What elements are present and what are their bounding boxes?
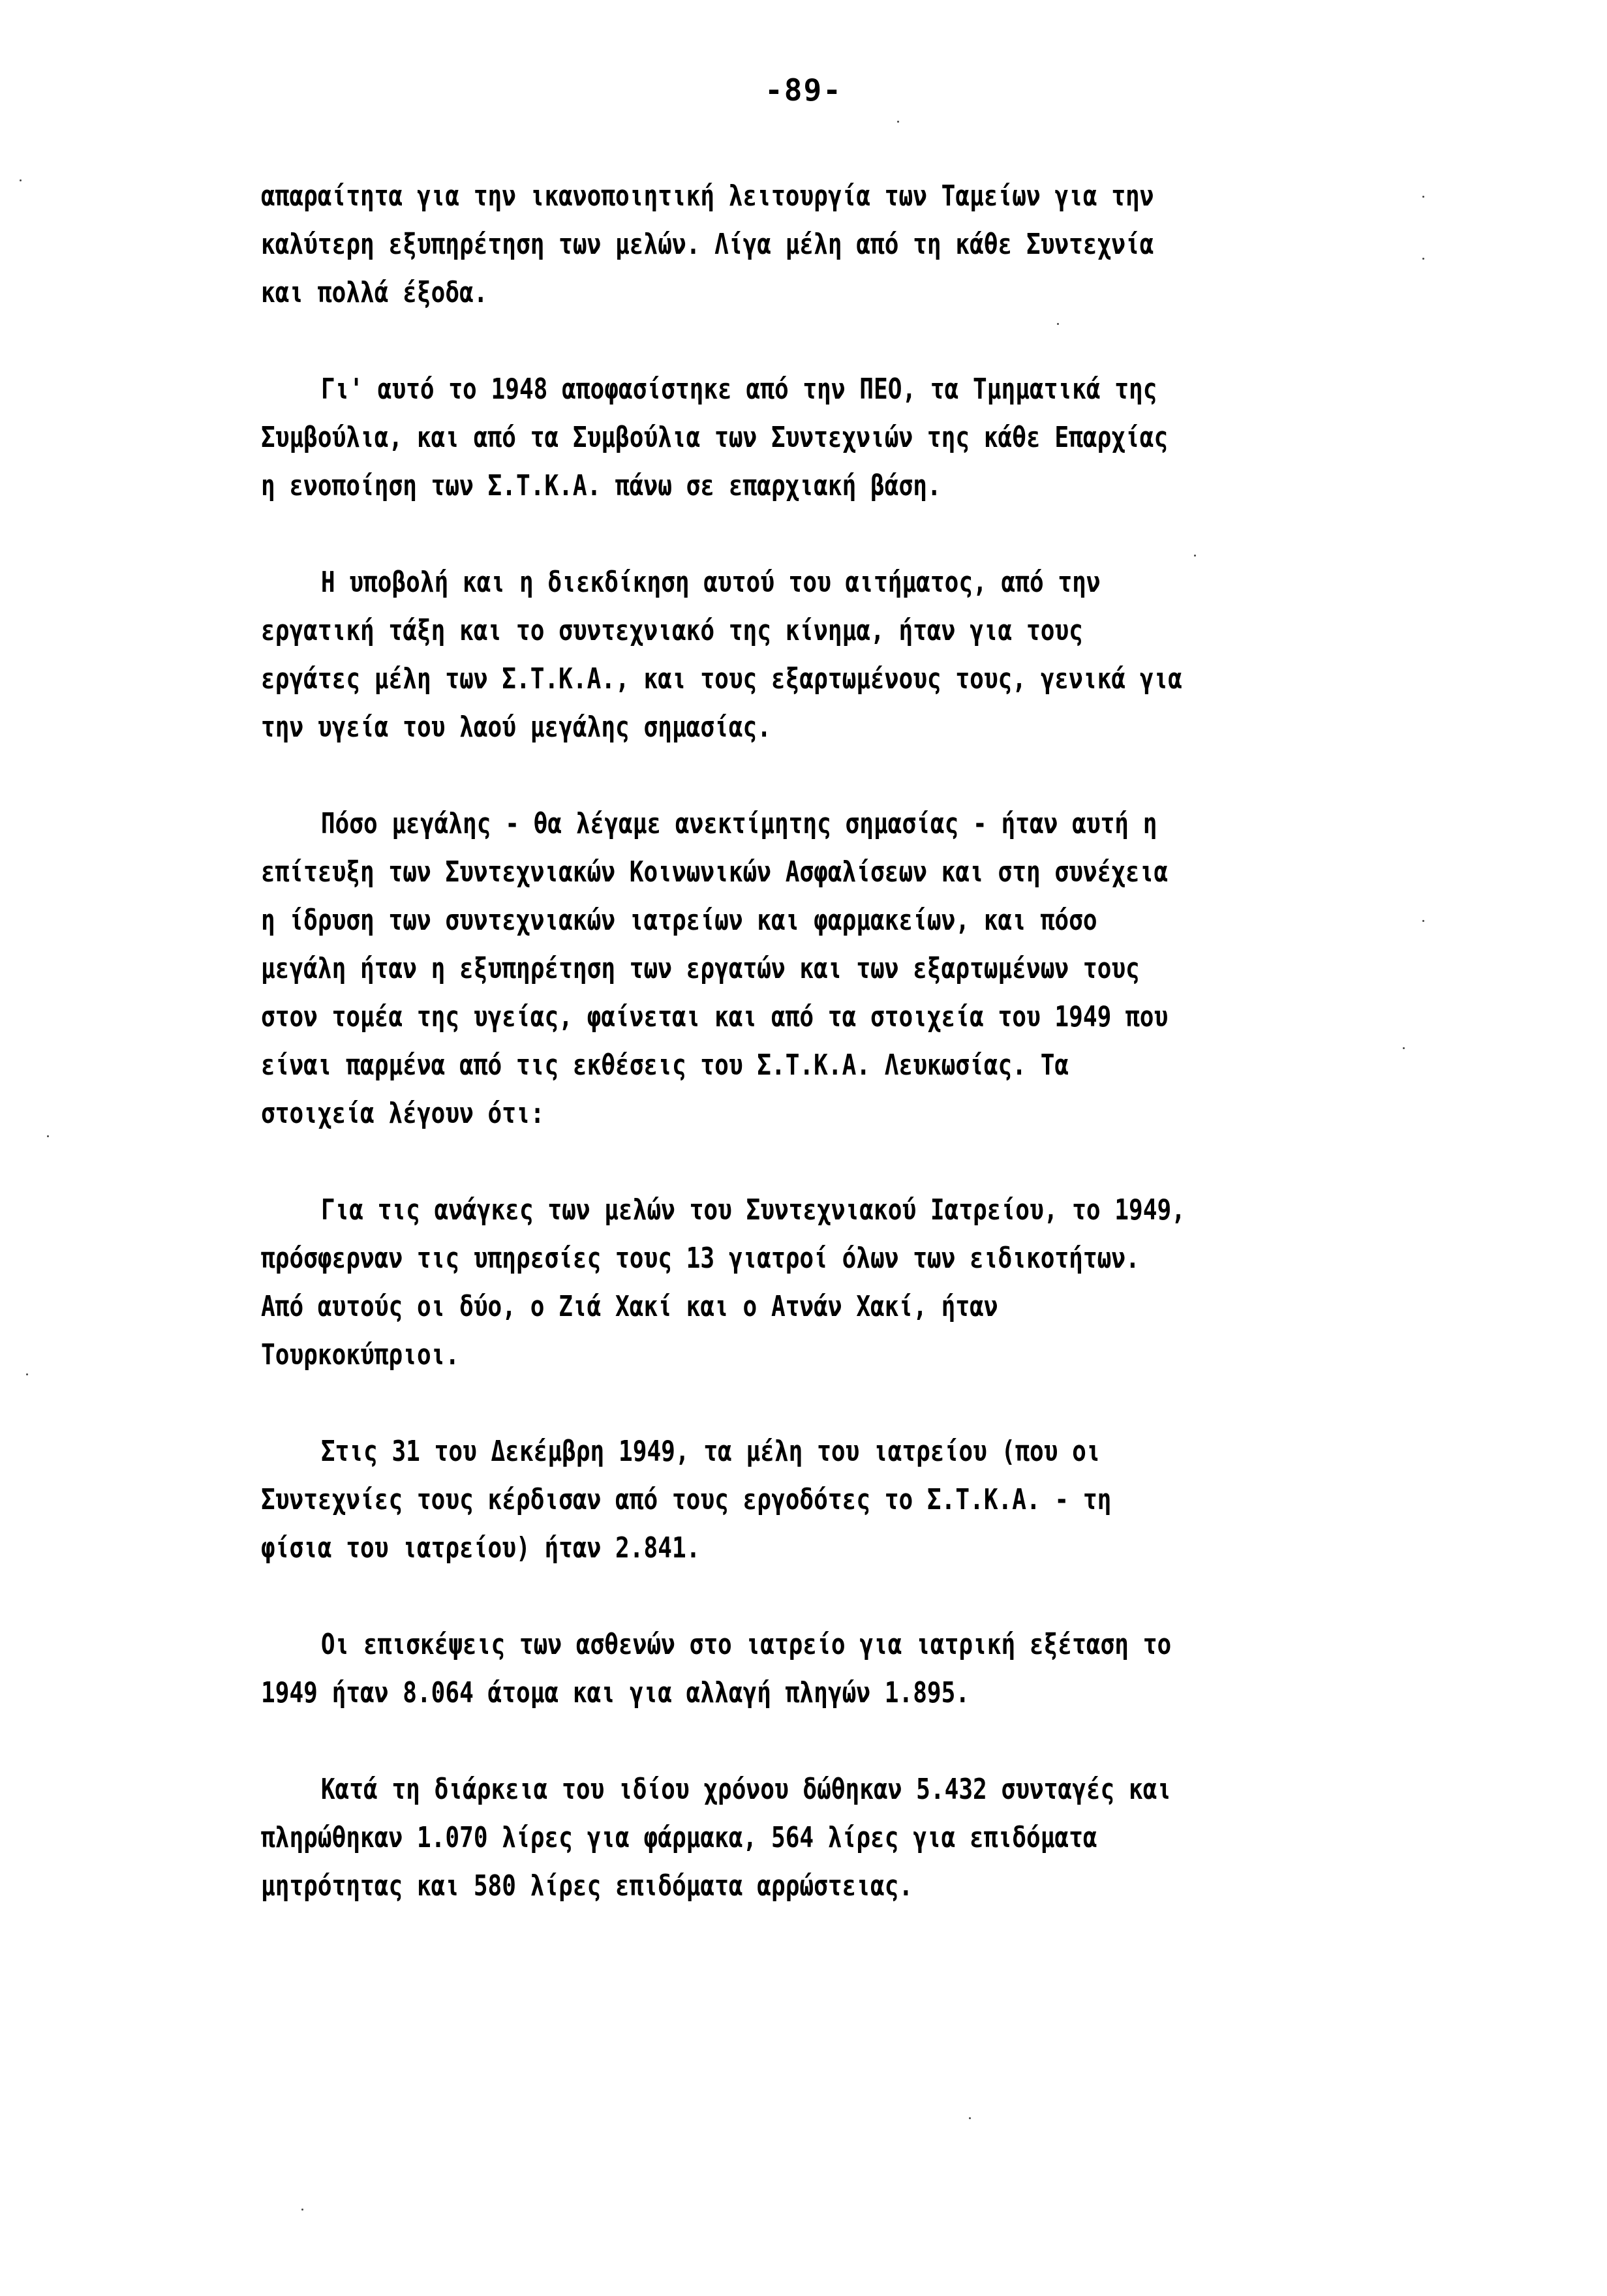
scan-speck: [1422, 258, 1424, 260]
scan-speck: [1422, 920, 1424, 922]
paragraph-5: Για τις ανάγκες των μελών του Συντεχνιακού Ιατρείου, το 1949, πρόσφερναν τις υπηρεσίες τους 13 γιατροί όλων των ειδικοτήτων. Από αυτούς οι δύο, ο Ζιά Χακί και ο Ατνάν Χακί, ήταν Τουρκοκύπριοι.: [261, 1193, 1186, 1371]
scan-speck: [969, 2117, 971, 2119]
paragraph-6: Στις 31 του Δεκέμβρη 1949, τα μέλη του ιατρείου (που οι Συντεχνίες τους κέρδισαν από τους εργοδότες το Σ.Τ.Κ.Α. - τη φίσια του ιατρείου) ήταν 2.841.: [261, 1435, 1112, 1565]
paragraph-8: Κατά τη διάρκεια του ιδίου χρόνου δώθηκαν 5.432 συνταγές και πληρώθηκαν 1.070 λίρες για φάρμακα, 564 λίρες για επιδόματα μητρότητας και 580 λίρες επιδόματα αρρώστειας.: [261, 1773, 1172, 1903]
scan-speck: [1403, 1047, 1405, 1049]
body-text: [261, 172, 1377, 1959]
paragraph-7: Οι επισκέψεις των ασθενών στο ιατρείο για ιατρική εξέταση το 1949 ήταν 8.064 άτομα και για αλλαγή πληγών 1.895.: [261, 1628, 1172, 1709]
scan-speck: [26, 1373, 28, 1375]
paragraph-1: απαραίτητα για την ικανοποιητική λειτουργία των Ταμείων για την καλύτερη εξυπηρέτηση των μελών. Λίγα μέλη από τη κάθε Συντεχνία και πολλά έξοδα.: [261, 179, 1154, 309]
paragraph-3: Η υποβολή και η διεκδίκηση αυτού του αιτήματος, από την εργατική τάξη και το συντεχνιακό της κίνημα, ήταν για τους εργάτες μέλη των Σ.Τ.Κ.Α., και τους εξαρτωμένους τους, γενικά για την υγεία του λαού μεγάλης σημασίας.: [261, 566, 1182, 744]
scan-speck: [1422, 196, 1424, 198]
scan-speck: [47, 1135, 49, 1137]
paragraph-4: Πόσο μεγάλης - θα λέγαμε ανεκτίμητης σημασίας - ήταν αυτή η επίτευξη των Συντεχνιακών Κοινωνικών Ασφαλίσεων και στη συνέχεια η ίδρυση των συντεχνιακών ιατρείων και φαρμακείων, και πόσο μεγάλη ήταν η εξυπηρέτηση των εργατών και των εξαρτωμένων τους στον τομέα της υγείας, φαίνεται και από τα στοιχεία του 1949 που είναι παρμένα από τις εκθέσεις του Σ.Τ.Κ.Α. Λευκωσίας. Τα στοιχεία λέγουν ότι:: [261, 807, 1169, 1130]
scan-speck: [301, 2209, 303, 2211]
page-number: -89-: [765, 72, 842, 108]
scan-speck: [1194, 555, 1196, 557]
scan-speck: [897, 121, 899, 123]
scan-speck: [1057, 323, 1059, 325]
paragraph-2: Γι' αυτό το 1948 αποφασίστηκε από την ΠΕΟ, τα Τμηματικά της Συμβούλια, και από τα Συμβούλια των Συντεχνιών της κάθε Επαρχίας η ενοποίηση των Σ.Τ.Κ.Α. πάνω σε επαρχιακή βάση.: [261, 373, 1169, 502]
scan-speck: [20, 179, 22, 181]
